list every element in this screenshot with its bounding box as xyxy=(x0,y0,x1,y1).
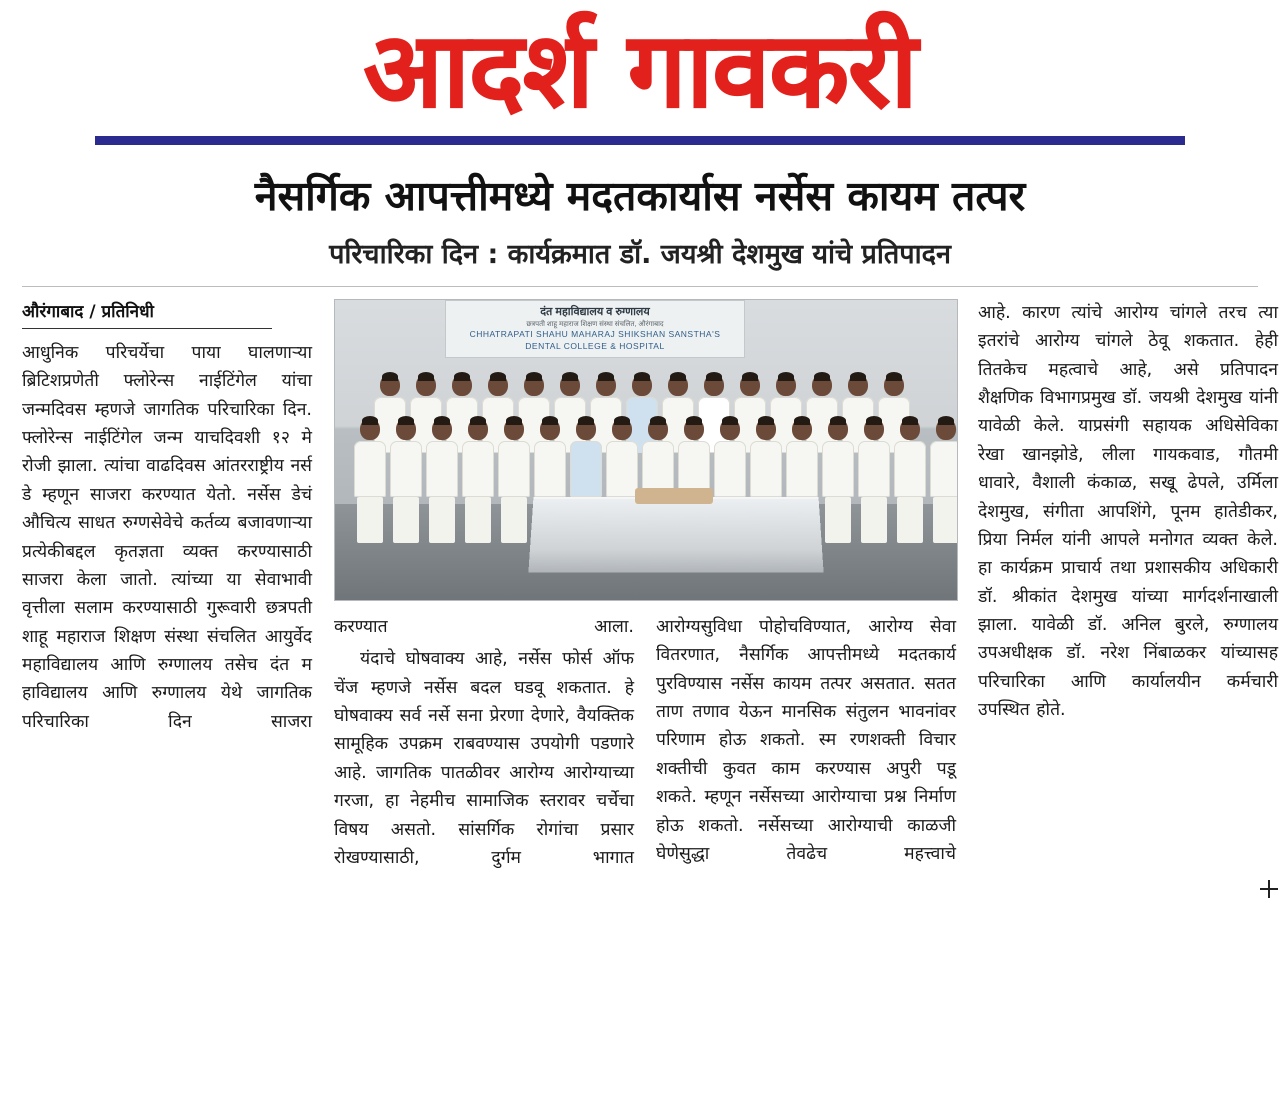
headline-area xyxy=(22,171,1258,287)
banner-line-2: छत्रपती शाहू महाराज शिक्षण संस्था संचलित, औरंगाबाद xyxy=(526,320,664,328)
person xyxy=(389,418,423,543)
person xyxy=(425,418,459,543)
paragraph: आधुनिक परिचर्येचा पाया घालणाऱ्या ब्रिटिशप्रणेती फ्लोरेन्स नाईटिंगेल यांचा जन्मदिवस म्हणजे जागतिक परिचारिका दिन. फ्लोरेन्स नाईटिंगेल जन्म याचदिवशी १२ मे रोजी झाला. त्यांचा वाढदिवस आंतरराष्ट्रीय नर्स डे म्हणून साजरा करण्यात येतो. नर्सेस डेचं औचित्य साधत रुग्णसेवेचे कर्तव्य बजावणाऱ्या प्रत्येकीबद्दल कृतज्ञता व्यक्त करण्यासाठी साजरा केला जातो. त्यांच्या या सेवाभावी वृत्तीला सलाम करण्यासाठी गुरूवारी छत्रपती शाहू महाराज शिक्षण संस्था संचलित आयुर्वेद महाविद्यालय आणि रुग्णालय तसेच दंत म हाविद्यालय आणि रुग्णालय येथे जागतिक परिचारिका दिन साजरा xyxy=(22,343,312,732)
person xyxy=(461,418,495,543)
article-subheadline: परिचारिका दिन : कार्यक्रमात डॉ. जयश्री देशमुख यांचे प्रतिपादन xyxy=(329,239,951,271)
person xyxy=(893,418,927,543)
article-column-2-3 xyxy=(334,299,956,876)
masthead-rule-wrap xyxy=(95,136,1185,145)
byline-divider xyxy=(22,328,272,329)
paragraph: आरोग्यसुविधा पोहोचविण्यात, आरोग्य सेवा वितरणात, नैसर्गिक आपत्तीमध्ये मदतकार्य पुरविण्यास नर्सेस कायम तत्पर असतात. सतत ताण तणाव येऊन मानसिक संतुलन भावनांवर परिणाम होऊ शकतो. स्म रणशक्ती विचार शक्तीची कुवत काम करण्यास अपुरी पडू शकते. म्हणून नर्सेसच्या आरोग्याचा प्रश्न निर्माण होऊ शकतो. नर्सेसच्या आरोग्याची काळजी घेणेसुद्धा तेवढेच महत्त्वाचे xyxy=(656,617,956,864)
banner-line-4: DENTAL COLLEGE & HOSPITAL xyxy=(525,340,665,351)
person xyxy=(929,418,958,543)
article-photo xyxy=(334,299,958,601)
photo-backdrop-banner xyxy=(445,300,745,358)
photo-cake xyxy=(635,488,713,504)
banner-line-3: CHHATRAPATI SHAHU MAHARAJ SHIKSHAN SANSTHA'S xyxy=(469,329,721,340)
registration-crop-mark xyxy=(1260,880,1278,898)
article-column-4 xyxy=(978,299,1278,876)
photo-table xyxy=(528,497,823,572)
columns-2-3-text xyxy=(334,613,956,876)
person xyxy=(821,418,855,543)
article-column-3 xyxy=(656,613,956,876)
person xyxy=(353,418,387,543)
paragraph: यंदाचे घोषवाक्य आहे, नर्सेस फोर्स ऑफ चेंज म्हणजे नर्सेस बदल घडवू शकतात. हे घोषवाक्य सर्व नर्से सना प्रेरणा देणारे, वैयक्तिक सामूहिक उपक्रम राबवण्यास उपयोगी पडणारे आहे. जागतिक पातळीवर आरोग्य आरोग्याच्या गरजा, हा नेहमीच सामाजिक स्तरावर चर्चेचा विषय असतो. सांसर्गिक रोगांचा प्रसार रोखण्यासाठी, दुर्गम भागात xyxy=(334,649,634,868)
paragraph: करण्यात आला. xyxy=(334,617,634,638)
newspaper-title: आदर्श गावकरी xyxy=(363,9,917,131)
byline: औरंगाबाद / प्रतिनिधी xyxy=(22,302,154,323)
article-column-1 xyxy=(22,299,312,876)
article-headline: नैसर्गिक आपत्तीमध्ये मदतकार्यास नर्सेस कायम तत्पर xyxy=(254,172,1026,220)
masthead-divider xyxy=(95,136,1185,145)
headline-divider xyxy=(22,286,1258,287)
person xyxy=(497,418,531,543)
article-column-2 xyxy=(334,613,634,876)
person xyxy=(857,418,891,543)
article-body xyxy=(22,299,1278,876)
masthead xyxy=(0,0,1280,145)
banner-line-1: दंत महाविद्यालय व रुग्णालय xyxy=(540,306,650,319)
paragraph: आहे. कारण त्यांचे आरोग्य चांगले तरच त्या इतरांचे आरोग्य चांगले ठेवू शकतात. हेही तितकेच महत्वाचे आहे, असे प्रतिपादन शैक्षणिक विभागप्रमुख डॉ. जयश्री देशमुख यांनी यावेळी केले. याप्रसंगी सहायक अधिसेविका रेखा खानझोडे, लीला गायकवाड, गौतमी धावारे, वैशाली कंकाळ, सखू ढेपले, उर्मिला देशमुख, संगीता आपशिंगे, पूनम हातेडीकर, प्रिया निर्मल यांनी आपले मनोगत व्यक्त केले. हा कार्यक्रम प्राचार्य तथा प्रशासकीय अधिकारी डॉ. श्रीकांत देशमुख यांच्या मार्गदर्शनाखाली झाला. यावेळी डॉ. अनिल बुरले, रुग्णालय उपअधीक्षक डॉ. नरेश निंबाळकर यांच्यासह परिचारिका आणि कार्यालयीन कर्मचारी उपस्थित होते. xyxy=(978,303,1278,720)
